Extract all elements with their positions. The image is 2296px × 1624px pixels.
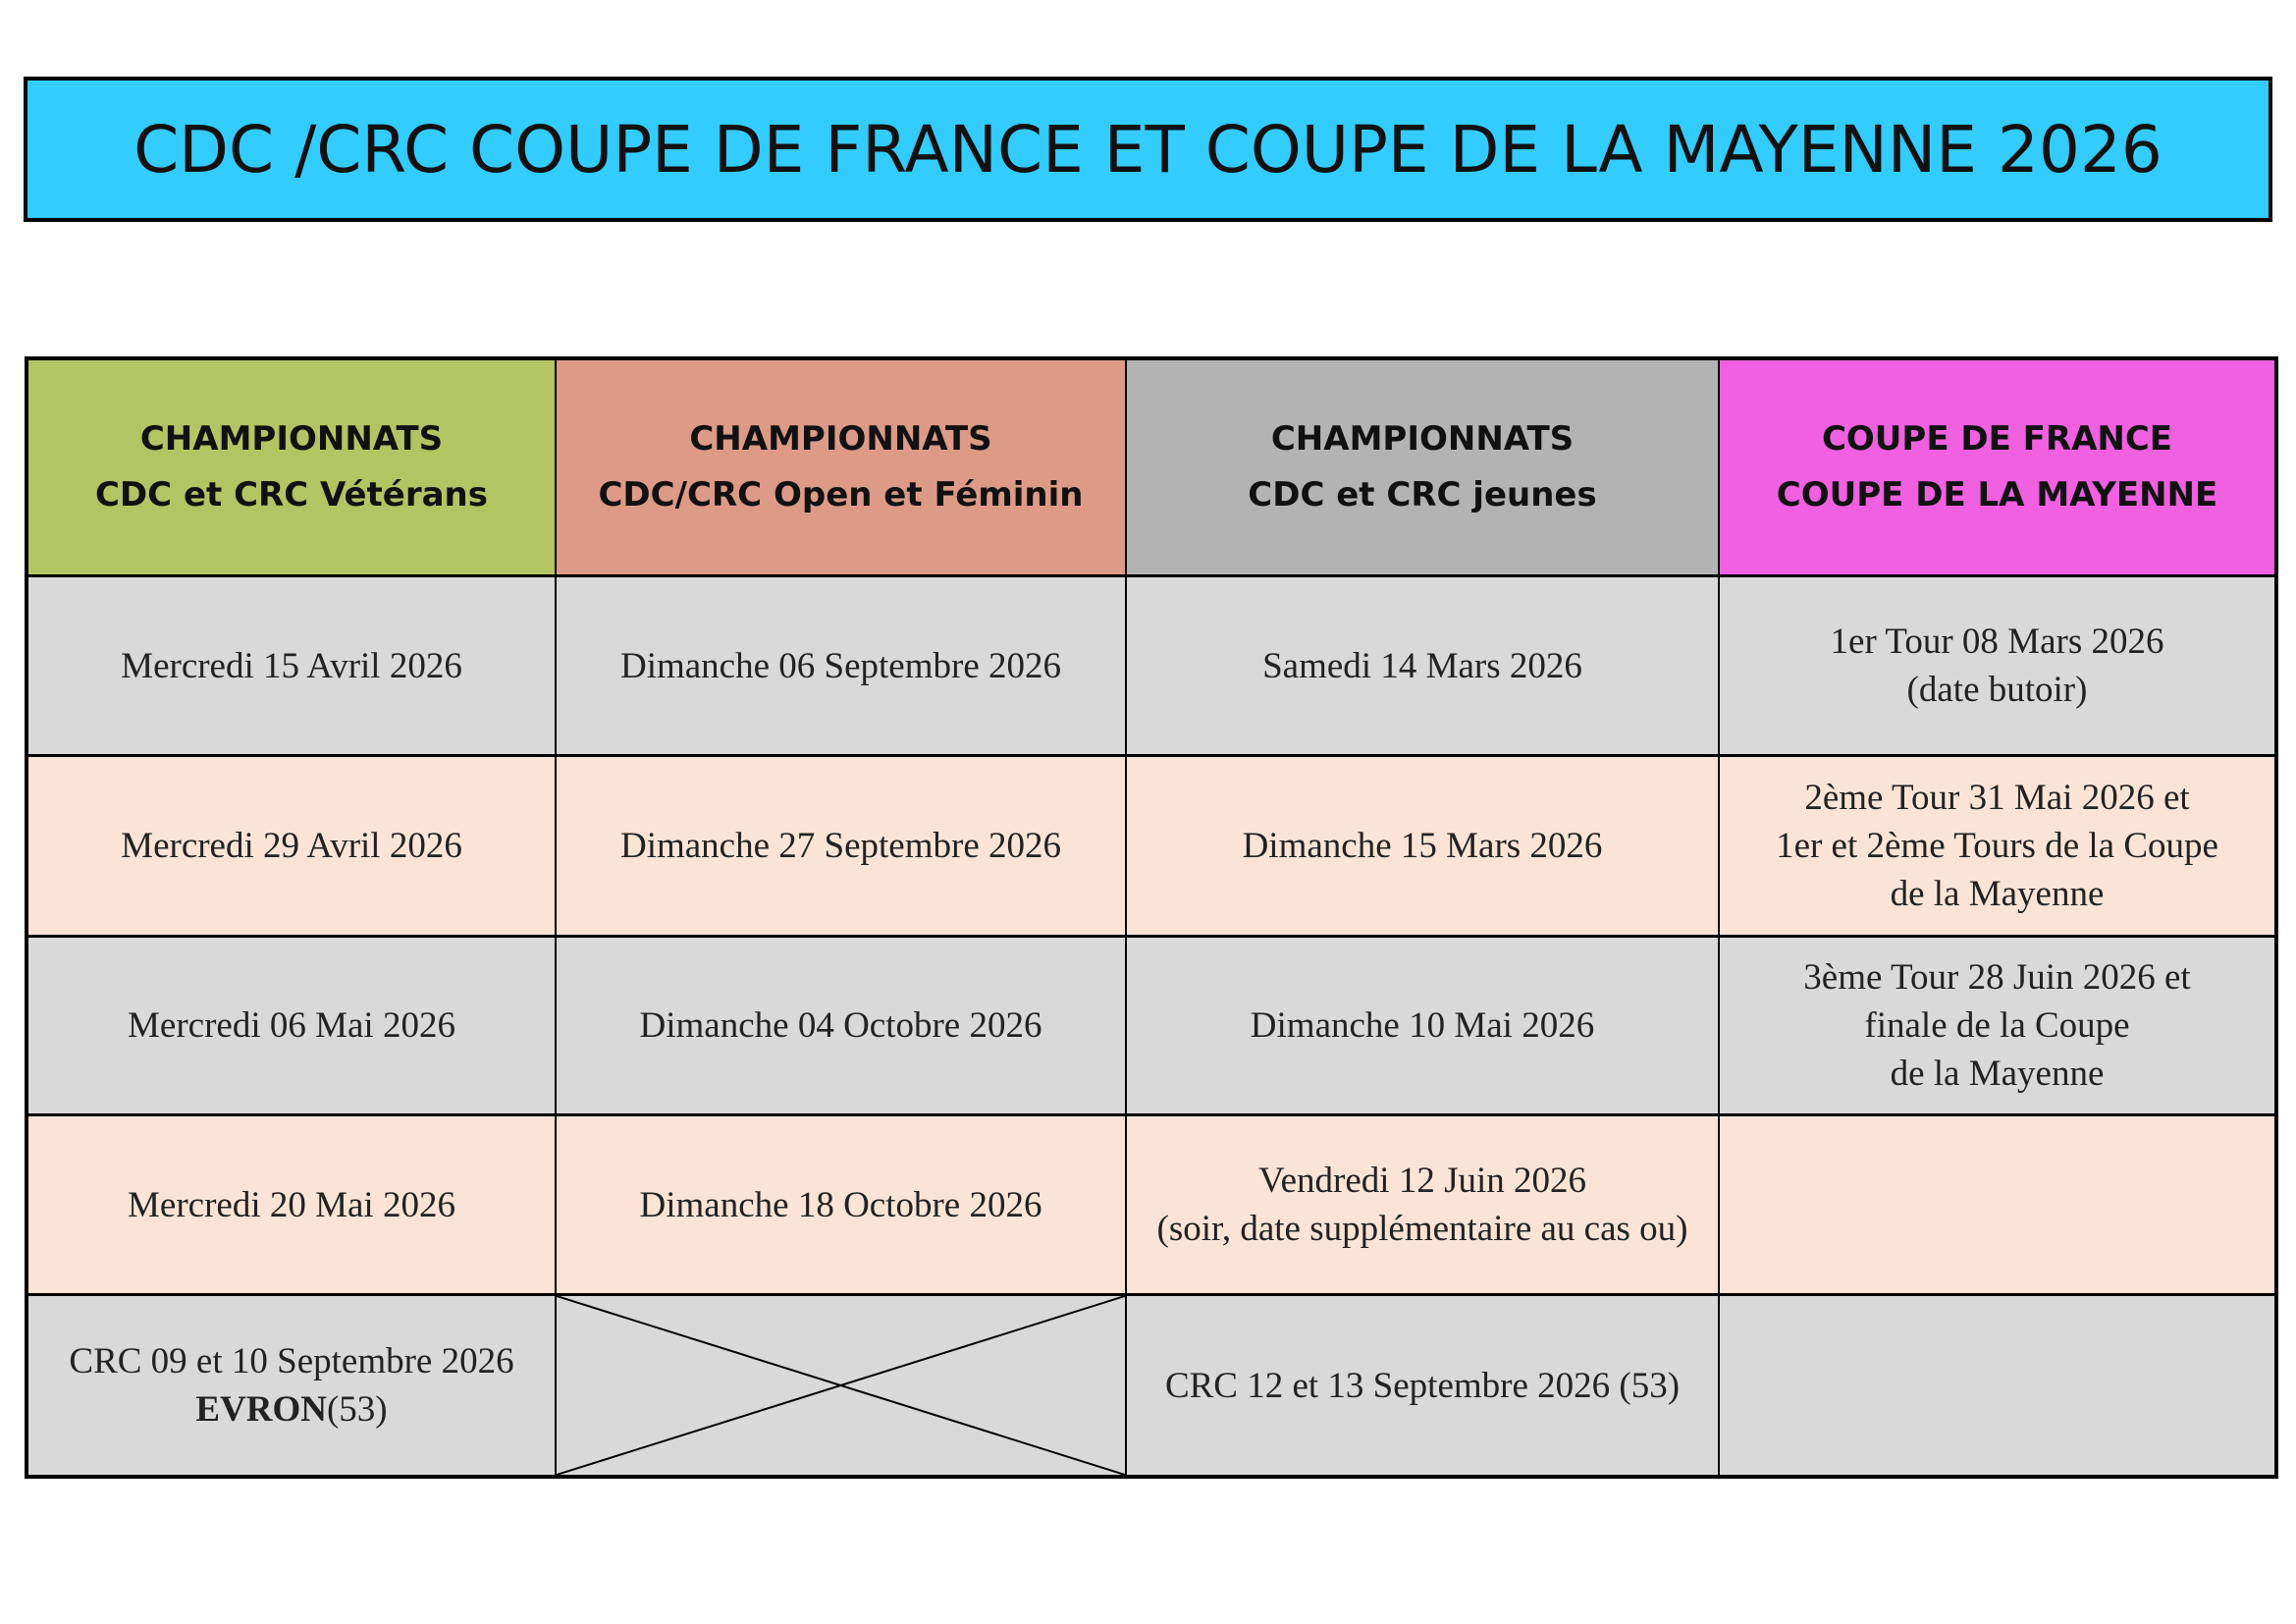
table-cell xyxy=(1720,938,2274,1116)
table-cell: Dimanche 06 Septembre 2026 xyxy=(557,577,1127,757)
cell-line: 2ème Tour 31 Mai 2026 et xyxy=(1804,778,2190,818)
cell-line xyxy=(195,1385,387,1434)
header-veterans xyxy=(28,360,557,577)
cell-line: CRC 09 et 10 Septembre 2026 xyxy=(69,1341,514,1381)
table-cell: Dimanche 18 Octobre 2026 xyxy=(557,1116,1127,1296)
cell-line: Vendredi 12 Juin 2026 xyxy=(1258,1161,1586,1201)
table-cell: Mercredi 15 Avril 2026 xyxy=(28,577,557,757)
header-line: CDC et CRC jeunes xyxy=(1248,475,1597,514)
page-title: CDC /CRC COUPE DE FRANCE ET COUPE DE LA MAYENNE 2026 xyxy=(24,77,2272,222)
cell-line: finale de la Coupe xyxy=(1864,1005,2130,1046)
cell-line: 3ème Tour 28 Juin 2026 et xyxy=(1803,957,2191,998)
table-cell xyxy=(1127,1116,1720,1296)
table-cell: Dimanche 15 Mars 2026 xyxy=(1127,757,1720,938)
table-cell xyxy=(1720,757,2274,938)
table-cell: Mercredi 29 Avril 2026 xyxy=(28,757,557,938)
header-open-feminin xyxy=(557,360,1127,577)
header-line: COUPE DE FRANCE xyxy=(1821,419,2173,459)
header-line: CDC/CRC Open et Féminin xyxy=(598,475,1084,514)
schedule-table xyxy=(25,356,2278,1479)
table-cell xyxy=(28,1296,557,1475)
header-line: CDC et CRC Vétérans xyxy=(94,475,488,514)
table-cell: Mercredi 20 Mai 2026 xyxy=(28,1116,557,1296)
header-line: COUPE DE LA MAYENNE xyxy=(1776,475,2218,514)
city-name: EVRON xyxy=(195,1389,327,1430)
header-line: CHAMPIONNATS xyxy=(1270,419,1575,459)
table-cell: CRC 12 et 13 Septembre 2026 (53) xyxy=(1127,1296,1720,1475)
table-cell: Mercredi 06 Mai 2026 xyxy=(28,938,557,1116)
cell-line: 1er et 2ème Tours de la Coupe xyxy=(1776,826,2218,866)
table-cell: Samedi 14 Mars 2026 xyxy=(1127,577,1720,757)
cross-mark-icon xyxy=(557,1296,1125,1475)
empty-cell xyxy=(1720,1116,2274,1296)
cell-line: 1er Tour 08 Mars 2026 xyxy=(1830,622,2164,662)
table-cell: Dimanche 10 Mai 2026 xyxy=(1127,938,1720,1116)
empty-cell xyxy=(1720,1296,2274,1475)
cell-line: de la Mayenne xyxy=(1890,1054,2105,1094)
department-code: (53) xyxy=(326,1389,388,1430)
header-jeunes xyxy=(1127,360,1720,577)
crossed-out-cell xyxy=(557,1296,1127,1475)
header-line: CHAMPIONNATS xyxy=(689,419,992,459)
header-coupe xyxy=(1720,360,2274,577)
cell-line: de la Mayenne xyxy=(1890,874,2105,914)
table-cell: Dimanche 27 Septembre 2026 xyxy=(557,757,1127,938)
table-cell: Dimanche 04 Octobre 2026 xyxy=(557,938,1127,1116)
header-line: CHAMPIONNATS xyxy=(139,419,444,459)
cell-line: (soir, date supplémentaire au cas ou) xyxy=(1156,1209,1688,1249)
table-cell xyxy=(1720,577,2274,757)
cell-line: (date butoir) xyxy=(1906,670,2088,710)
